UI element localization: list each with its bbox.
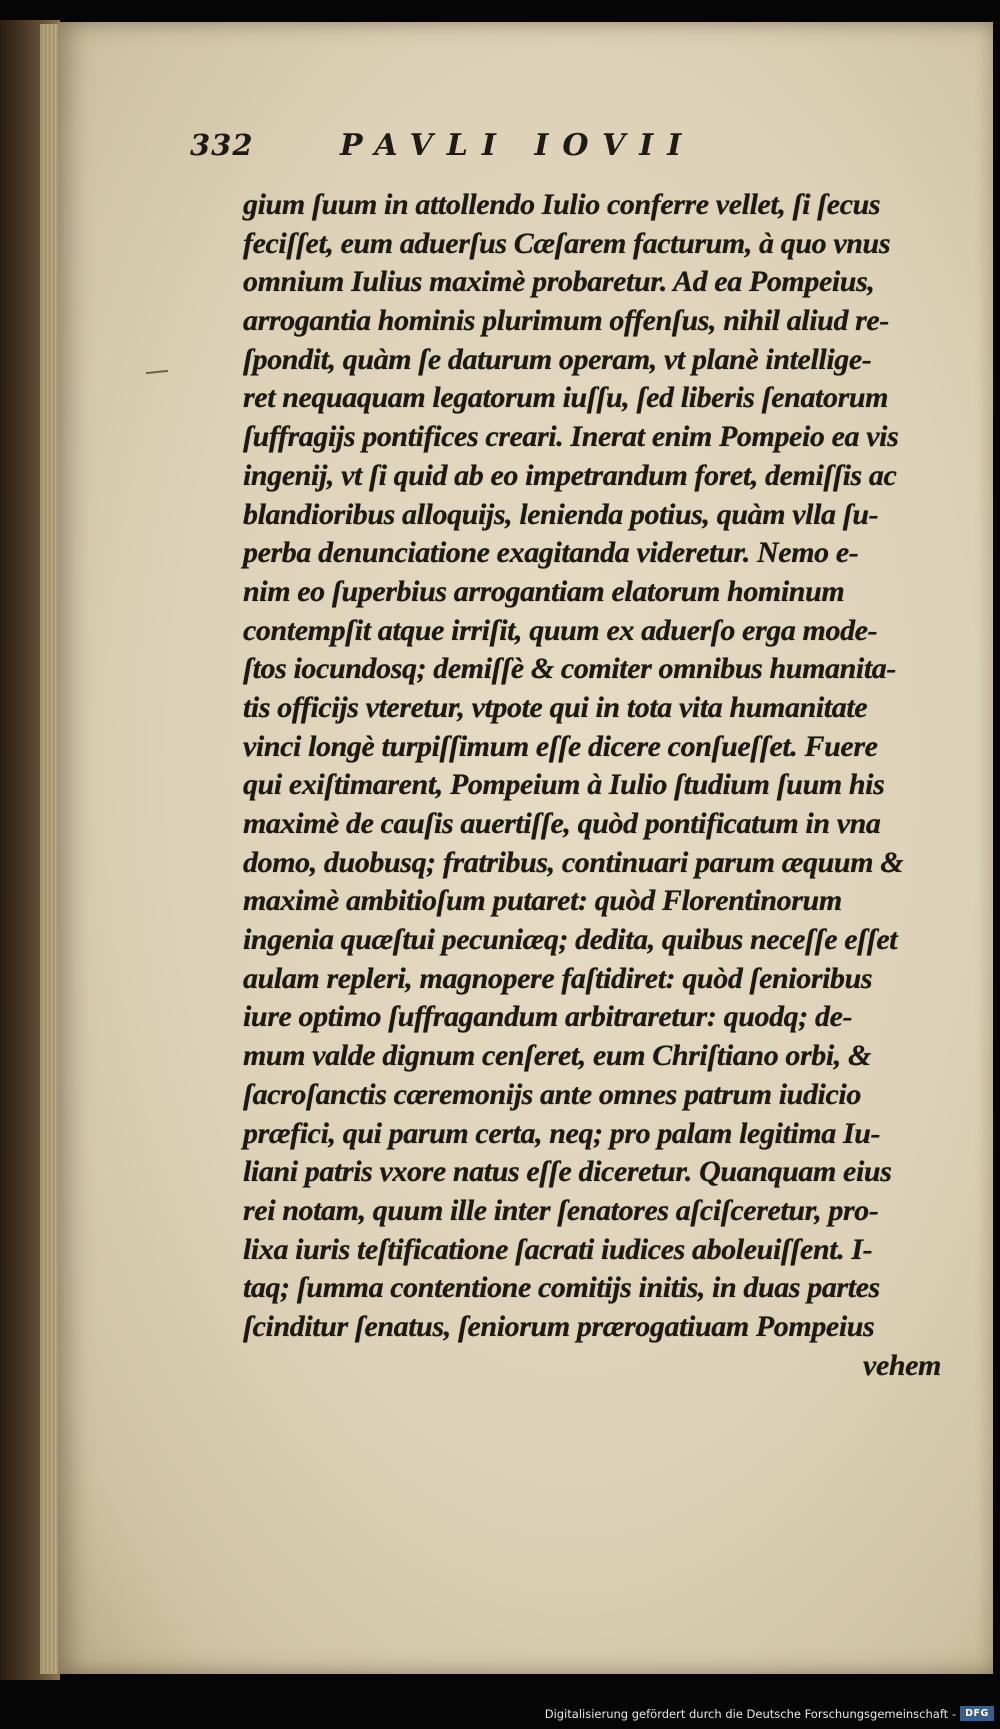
text-line: blandioribus alloquijs, lenienda potius, quàm vlla ſu- <box>243 497 879 531</box>
text-line: maximè de cauſis auertiſſe, quòd pontificatum in vna <box>243 807 881 840</box>
text-line: ſpondit, quàm ſe daturum operam, vt planè intellige- <box>243 342 872 376</box>
text-line: ret nequaquam legatorum iuſſu, ſed liberis ſenatorum <box>243 381 889 415</box>
text-line: qui exiſtimarent, Pompeium à Iulio ſtudium ſuum his <box>243 768 885 802</box>
text-line: domo, duobusq; fratribus, continuari parum æquum & <box>243 845 904 879</box>
catchword: vehem <box>863 1348 941 1382</box>
text-line: taq; ſumma contentione comitijs initis, in duas partes <box>243 1271 880 1305</box>
text-line: ſcinditur ſenatus, ſeniorum prærogatiuam Pompeius <box>243 1309 875 1343</box>
text-line: ſtos iocundosq; demiſſè & comiter omnibus humanita- <box>243 652 896 686</box>
margin-mark <box>146 370 168 374</box>
text-line: vinci longè turpiſſimum eſſe dicere conſueſſet. Fuere <box>243 729 878 763</box>
funding-credit: Digitalisierung gefördert durch die Deutsche Forschungsgemeinschaft - <box>544 1707 956 1721</box>
text-line: lixa iuris teſtificatione ſacrati iudices aboleuiſſent. I- <box>243 1232 873 1266</box>
text-line: ingenia quæſtui pecuniæq; dedita, quibus neceſſe eſſet <box>243 923 898 957</box>
text-block <box>243 186 963 1385</box>
running-head <box>190 128 830 178</box>
text-line: ſuffragijs pontifices creari. Inerat enim Pompeio ea vis <box>243 420 899 454</box>
text-line: ſacroſanctis cæremonijs ante omnes patrum iudicio <box>243 1077 861 1111</box>
text-line: rei notam, quum ille inter ſenatores aſciſceretur, pro- <box>243 1193 879 1227</box>
text-line: contempſit atque irriſit, quum ex aduerſo erga mode- <box>243 613 878 647</box>
text-line: gium ſuum in attollendo Iulio conferre vellet, ſi ſecus <box>243 188 881 221</box>
text-line: aulam repleri, magnopere faſtidiret: quòd ſenioribus <box>243 961 873 995</box>
text-line: liani patris vxore natus eſſe diceretur. Quanquam eius <box>243 1155 892 1189</box>
text-line: arrogantia hominis plurimum offenſus, nihil aliud re- <box>243 304 889 338</box>
text-line: iure optimo ſuffragandum arbitraretur: quodq; de- <box>243 1000 853 1034</box>
footer-bar <box>0 1700 1000 1729</box>
text-line: præfici, qui parum certa, neq; pro palam legitima Iu- <box>243 1116 881 1150</box>
text-line: omnium Iulius maximè probaretur. Ad ea Pompeius, <box>243 265 875 299</box>
text-line: nim eo ſuperbius arrogantiam elatorum hominum <box>243 574 845 608</box>
text-line: tis officijs vteretur, vtpote qui in tota vita humanitate <box>243 690 868 724</box>
dfg-logo: DFG <box>960 1706 994 1721</box>
page-number: 332 <box>190 128 254 162</box>
text-line: maximè ambitioſum putaret: quòd Florentinorum <box>243 884 842 918</box>
text-line: mum valde dignum cenſeret, eum Chriſtiano orbi, & <box>243 1039 871 1073</box>
text-line: ingenij, vt ſi quid ab eo impetrandum foret, demiſſis ac <box>243 458 897 492</box>
text-line: perba denunciatione exagitanda videretur. Nemo e- <box>243 536 859 570</box>
running-head-title: PAVLI IOVII <box>340 128 696 163</box>
text-line: feciſſet, eum aduerſus Cæſarem facturum, à quo vnus <box>243 226 891 260</box>
